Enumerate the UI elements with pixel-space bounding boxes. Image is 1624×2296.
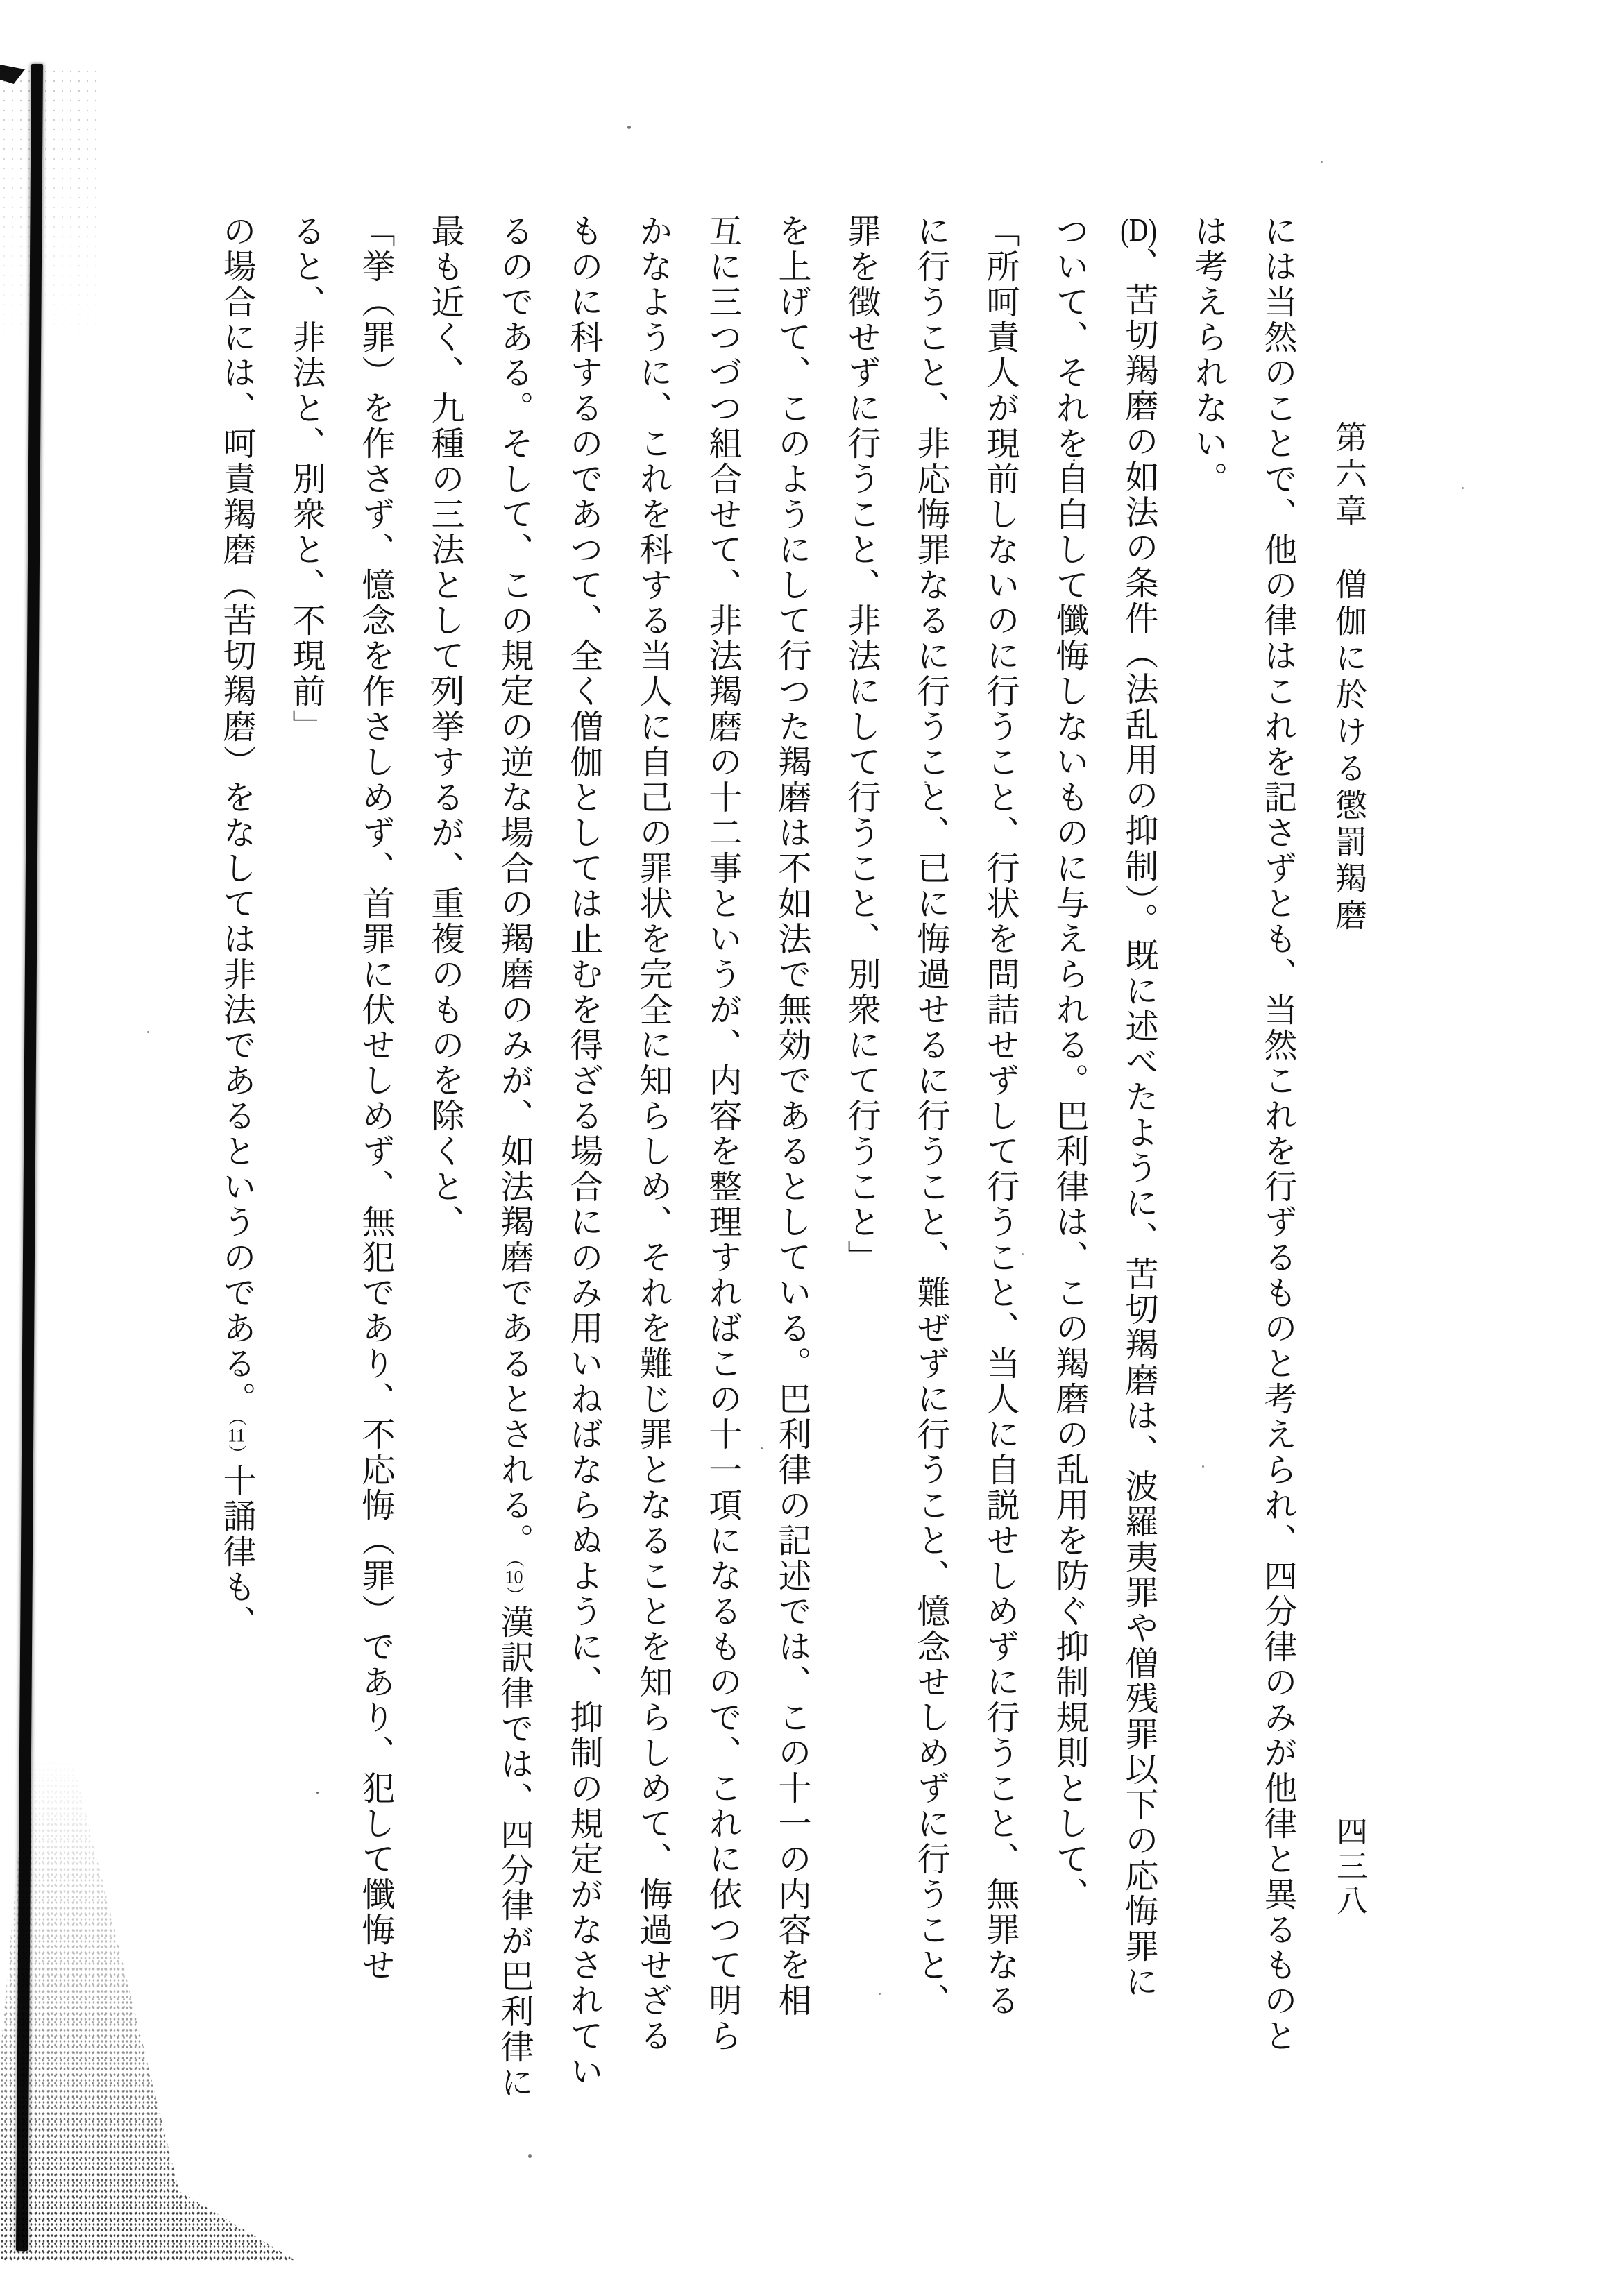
inline-label: (D) [1120,214,1157,247]
text-column: 「挙（罪）を作さず、憶念を作さしめず、首罪に伏せしめず、無犯であり、不応悔（罪）であり、犯して懺悔せ [357,214,394,1983]
text-column: 罪を徴せずに行うこと、非法にして行うこと、別衆にて行うこと」 [843,214,879,1275]
text-column: 最も近く、九種の三法として列挙するが、重複のものを除くと、 [426,214,463,1240]
text-column: ついて、それを自白して懺悔しないものに与えられる。巴利律は、この羯磨の乱用を防ぐ抑制規則として、 [1051,214,1088,1912]
text-column: を上げて、このようにして行つた羯磨は不如法で無効であるとしている。巴利律の記述では、この十一の内容を相 [773,214,810,2018]
text-column: ると、非法と、別衆と、不現前」 [287,214,324,745]
page-number: 四三八 [1332,1815,1367,1919]
text-column: には当然のことで、他の律はこれを記さずとも、当然これを行ずるものと考えられ、四分律のみが他律と異るものと [1259,214,1296,2054]
footnote-marker: （10） [504,1558,524,1605]
text-column: の場合には、呵責羯磨（苦切羯磨）をなしては非法であるというのである。（11）十誦律も、 [218,214,255,1640]
text-column: 互に三つづつ組合せて、非法羯磨の十二事というが、内容を整理すればこの十一項になるもので、これに依つて明ら [704,214,741,2054]
footnote-marker: （11） [226,1417,246,1463]
paper-specks [0,0,2,2]
text-column: るのである。そして、この規定の逆な場合の羯磨のみが、如法羯磨であるとされる。（10）漢訳律では、四分律が巴利律に [496,214,532,2100]
text-column: (D)、苦切羯磨の如法の条件（法乱用の抑制）。既に述べたように、苦切羯磨は、波羅夷罪や僧残罪以下の応悔罪に [1120,214,1157,2000]
scan-noise-top [0,67,97,372]
text-column: に行うこと、非応悔罪なるに行うこと、已に悔過せるに行うこと、難ぜずに行うこと、憶念せしめずに行うこと、 [912,214,949,2018]
text-column: 「所呵責人が現前しないのに行うこと、行状を問詰せずして行うこと、当人に自説せしめずに行うこと、無罪なる [981,214,1018,2018]
text-column: かなように、これを科する当人に自己の罪状を完全に知らしめ、それを難じ罪となることを知らしめて、悔過せざる [634,214,671,2054]
text-column: は考えられない。 [1190,214,1226,497]
text-column: ものに科するのであつて、全く僧伽としては止むを得ざる場合にのみ用いねばならぬように、抑制の規定がなされてい [565,214,602,2089]
body-text [200,214,1312,2150]
running-head: 第六章 僧伽に於ける懲罰羯磨 [1331,420,1367,935]
